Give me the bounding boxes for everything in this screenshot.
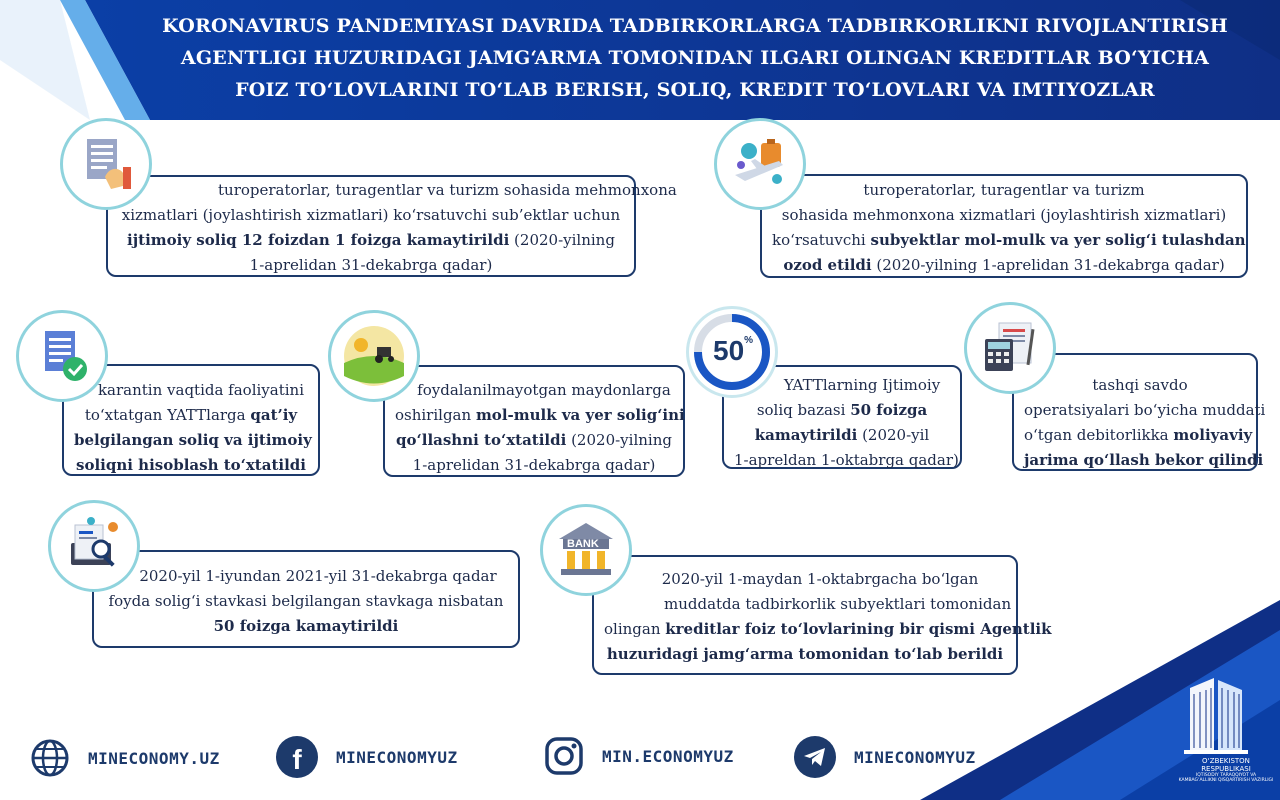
bank-icon xyxy=(540,504,632,596)
ministry-name-line: O‘ZBEKISTON RESPUBLIKASI xyxy=(1201,757,1251,773)
card-highlight: moliyaviy xyxy=(1173,426,1253,444)
title-line-2: AGENTLIGI HUZURIDAGI JAMG‘ARMA TOMONIDAN ILGARI OLINGAN KREDITLAR BO‘YICHA xyxy=(180,47,1210,69)
card-text: 1-apreldan 1-oktabrga qadar) xyxy=(734,451,959,469)
fifty-label: 50 xyxy=(713,335,745,366)
card-tourism-social-tax xyxy=(106,175,677,277)
website-link[interactable]: MINECONOMY.UZ xyxy=(88,748,220,768)
travel-luggage-icon xyxy=(714,118,806,210)
card-highlight: belgilangan soliq va ijtimoiy xyxy=(74,431,312,449)
card-text: o‘tgan debitorlikka xyxy=(1024,426,1174,444)
facebook-icon: f xyxy=(276,736,318,778)
card-highlight: ijtimoiy soliq 12 foizdan 1 foizga kamaytirildi xyxy=(127,231,510,249)
card-text: tashqi savdo xyxy=(1092,376,1188,394)
card-text: operatsiyalari bo‘yicha muddati xyxy=(1024,401,1266,419)
card-highlight: ozod etildi xyxy=(783,256,872,274)
card-text: 2020-yil 1-iyundan 2021-yil 31-dekabrga qadar xyxy=(139,567,497,585)
card-text: 1-aprelidan 31-dekabrga qadar) xyxy=(412,456,656,474)
card-text: turoperatorlar, turagentlar va turizm xyxy=(863,181,1145,199)
card-text: (2020-yilning xyxy=(566,431,672,449)
instagram-icon xyxy=(544,736,584,776)
footer-instagram[interactable] xyxy=(544,736,734,776)
farm-tractor-icon xyxy=(328,310,420,402)
calculator-report-icon xyxy=(964,302,1056,394)
document-check-icon xyxy=(16,310,108,402)
facebook-link[interactable]: MINECONOMYUZ xyxy=(336,747,458,767)
card-text: ko‘rsatuvchi xyxy=(772,231,871,249)
card-highlight: kamaytirildi xyxy=(754,426,858,444)
card-highlight: kreditlar foiz to‘lovlarining bir qismi Agentlik xyxy=(665,620,1052,638)
page-title xyxy=(120,10,1270,106)
ministry-subtitle: IQTISODIY TARAQQIYOT VA KAMBAG‘ALLIKNI QISQARTIRISH VAZIRLIGI xyxy=(1178,773,1274,783)
ministry-name xyxy=(1178,757,1274,783)
card-text: (2020-yil xyxy=(857,426,930,444)
card-profit-tax xyxy=(92,550,520,648)
title-line-1: KORONAVIRUS PANDEMIYASI DAVRIDA TADBIRKORLARGA TADBIRKORLIKNI RIVOJLANTIRISH xyxy=(162,15,1228,37)
card-text: turoperatorlar, turagentlar va turizm sohasida mehmonxona xyxy=(218,181,677,199)
telegram-icon xyxy=(794,736,836,778)
card-unused-land xyxy=(383,365,685,477)
card-text: 1-aprelidan 31-dekabrga qadar) xyxy=(249,256,493,274)
card-text: to‘xtatgan YATTlarga xyxy=(84,406,251,424)
title-line-3: FOIZ TO‘LOVLARINI TO‘LAB BERISH, SOLIQ, KREDIT TO‘LOVLARI VA IMTIYOZLAR xyxy=(235,79,1155,101)
bank-label: BANK xyxy=(567,538,599,550)
instagram-link[interactable]: MIN.ECONOMYUZ xyxy=(602,746,734,766)
card-highlight: soliqni hisoblash to‘xtatildi xyxy=(76,456,306,474)
fifty-percent-icon xyxy=(686,306,778,398)
card-highlight: qo‘llashni to‘xtatildi xyxy=(396,431,567,449)
card-text: soliq bazasi xyxy=(756,401,851,419)
card-text: karantin vaqtida faoliyatini xyxy=(97,381,305,399)
card-tourism-property-tax xyxy=(760,174,1248,278)
header-banner xyxy=(0,0,1280,120)
footer-telegram[interactable] xyxy=(794,736,976,778)
telegram-link[interactable]: MINECONOMYUZ xyxy=(854,747,976,767)
card-text: (2020-yilning 1-aprelidan 31-dekabrga qadar) xyxy=(871,256,1225,274)
globe-icon xyxy=(30,738,70,778)
card-text: 2020-yil 1-maydan 1-oktabrgacha bo‘lgan xyxy=(661,570,979,588)
card-highlight: qat’iy xyxy=(250,406,298,424)
card-text: oshirilgan xyxy=(395,406,476,424)
analysis-magnifier-icon xyxy=(48,500,140,592)
card-text: muddatda tadbirkorlik subyektlari tomonidan xyxy=(664,595,1012,613)
card-text: foyda solig‘i stavkasi belgilangan stavkaga nisbatan xyxy=(108,592,504,610)
footer-website[interactable] xyxy=(30,738,220,778)
card-text: YATTlarning Ijtimoiy xyxy=(783,376,941,394)
card-text: sohasida mehmonxona xizmatlari (joylashtirish xizmatlari) xyxy=(781,206,1227,224)
footer-facebook[interactable] xyxy=(276,736,458,778)
card-highlight: subyektlar mol-mulk va yer solig‘i tulashdan xyxy=(870,231,1246,249)
card-highlight: jarima qo‘llash bekor qilindi xyxy=(1024,451,1264,469)
card-text: (2020-yilning xyxy=(509,231,615,249)
card-highlight: huzuridagi jamg‘arma tomonidan to‘lab berildi xyxy=(606,645,1004,663)
document-hand-icon xyxy=(60,118,152,210)
card-text: olingan xyxy=(604,620,666,638)
percent-label: % xyxy=(744,335,754,346)
card-highlight: 50 foizga kamaytirildi xyxy=(213,617,399,635)
card-highlight: 50 foizga xyxy=(850,401,928,419)
card-highlight: mol-mulk va yer solig‘ini xyxy=(475,406,685,424)
card-text: xizmatlari (joylashtirish xizmatlari) ko‘rsatuvchi sub’ektlar uchun xyxy=(121,206,621,224)
card-text: foydalanilmayotgan maydonlarga xyxy=(417,381,671,399)
